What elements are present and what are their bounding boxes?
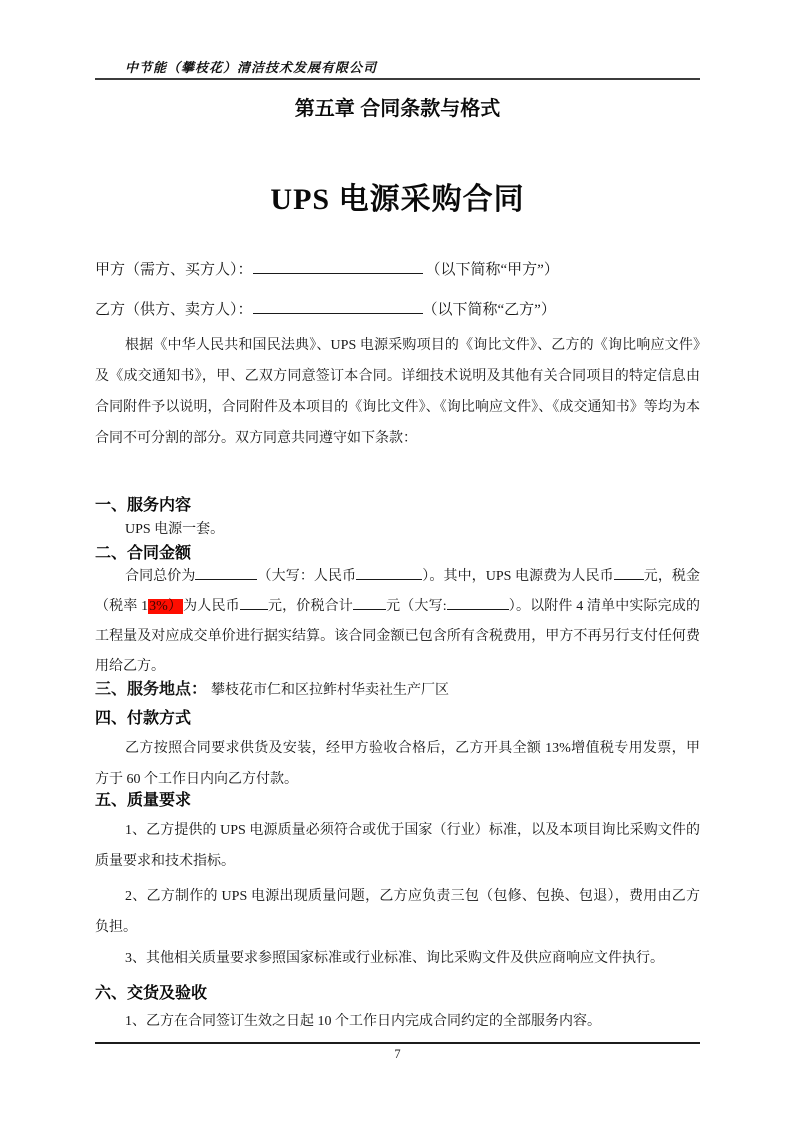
total-price-blank xyxy=(195,566,257,580)
quality-item-2: 2、乙方制作的 UPS 电源出现质量问题，乙方应负责三包（包修、包换、包退），费用由乙方负担。 xyxy=(95,889,700,935)
party-a-alias: （以下简称“甲方”） xyxy=(425,262,559,278)
quality-item-1: 1、乙方提供的 UPS 电源质量必须符合或优于国家（行业）标准，以及本项目询比采购文件的质量要求和技术指标。 xyxy=(95,823,700,869)
document-title: UPS 电源采购合同 xyxy=(270,183,525,216)
amount-text-segment: ）。以附件 4 清单中实际完成的工程量及对应成交单价进行据实结算。该合同金额已包含所有含税费用，甲方不再另行支付任何费用给乙方。 xyxy=(95,599,701,674)
party-b-alias: （以下简称“乙方”） xyxy=(422,302,556,318)
section-heading-service-location xyxy=(95,678,700,703)
party-b-line xyxy=(95,299,700,321)
amount-text-segment: 元，价税合计 xyxy=(267,599,353,614)
section-heading-delivery: 六、交货及验收 xyxy=(95,985,208,1002)
quality-item-3: 3、其他相关质量要求参照国家标准或行业标准、询比采购文件及供应商响应文件执行。 xyxy=(125,951,664,966)
party-a-line xyxy=(95,259,700,281)
section-heading-payment: 四、付款方式 xyxy=(95,710,192,727)
delivery-item-1: 1、乙方在合同签订生效之日起 10 个工作日内完成合同约定的全部服务内容。 xyxy=(125,1014,601,1029)
chapter-heading: 第五章 合同条款与格式 xyxy=(294,98,501,120)
amount-text-segment: （大写：人民币 xyxy=(257,569,357,584)
amount-text-segment: 元（大写: xyxy=(385,599,447,614)
payment-paragraph: 乙方按照合同要求供货及安装，经甲方验收合格后，乙方开具全额 13%增值税专用发票，甲方于 60 个工作日内向乙方付款。 xyxy=(95,741,700,787)
section-heading-quality: 五、质量要求 xyxy=(95,792,192,809)
page-footer xyxy=(95,1042,700,1062)
tax-rate-highlight: 3%） xyxy=(149,599,183,614)
party-b-label: 乙方（供方、卖方人）： xyxy=(95,302,253,318)
total-with-tax-words-blank xyxy=(447,596,509,610)
amount-text-segment: 合同总价为 xyxy=(125,569,196,584)
section-heading-service-content: 一、服务内容 xyxy=(95,497,192,514)
party-a-name-blank xyxy=(253,260,423,274)
ups-fee-blank xyxy=(614,566,644,580)
amount-text-segment: 元，税金（税率 1 xyxy=(95,569,701,614)
page-header xyxy=(95,0,700,80)
header-company-name: 中节能（攀枝花）清洁技术发展有限公司 xyxy=(125,60,378,75)
party-b-name-blank xyxy=(253,300,423,314)
service-content-text: UPS 电源一套。 xyxy=(125,522,225,537)
service-location-value: 攀枝花市仁和区拉鲊村华卖社生产厂区 xyxy=(211,683,450,698)
page-number: 7 xyxy=(394,1047,401,1061)
contract-amount-paragraph xyxy=(95,562,700,682)
total-with-tax-blank xyxy=(353,596,386,610)
amount-text-segment: ）。其中，UPS 电源费为人民币 xyxy=(422,569,614,584)
service-location-label: 三、服务地点： xyxy=(95,681,208,698)
amount-text-segment: 为人民币 xyxy=(183,599,240,614)
party-a-label: 甲方（需方、买方人）： xyxy=(95,262,253,278)
content-column xyxy=(95,95,700,1037)
tax-amount-blank xyxy=(240,596,268,610)
total-price-words-blank xyxy=(356,566,422,580)
section-heading-contract-amount: 二、合同金额 xyxy=(95,545,192,562)
preamble-paragraph: 根据《中华人民共和国民法典》、UPS 电源采购项目的《询比文件》、乙方的《询比响应文件》及《成交通知书》，甲、乙双方同意签订本合同。详细技术说明及其他有关合同项目的特定信息由合同附件予以说明，合同附件及本项目的《询比文件》、《询比响应文件》、《成交通知书》等均为本合同不可分割的部分。双方同意共同遵守如下条款： xyxy=(95,338,700,446)
